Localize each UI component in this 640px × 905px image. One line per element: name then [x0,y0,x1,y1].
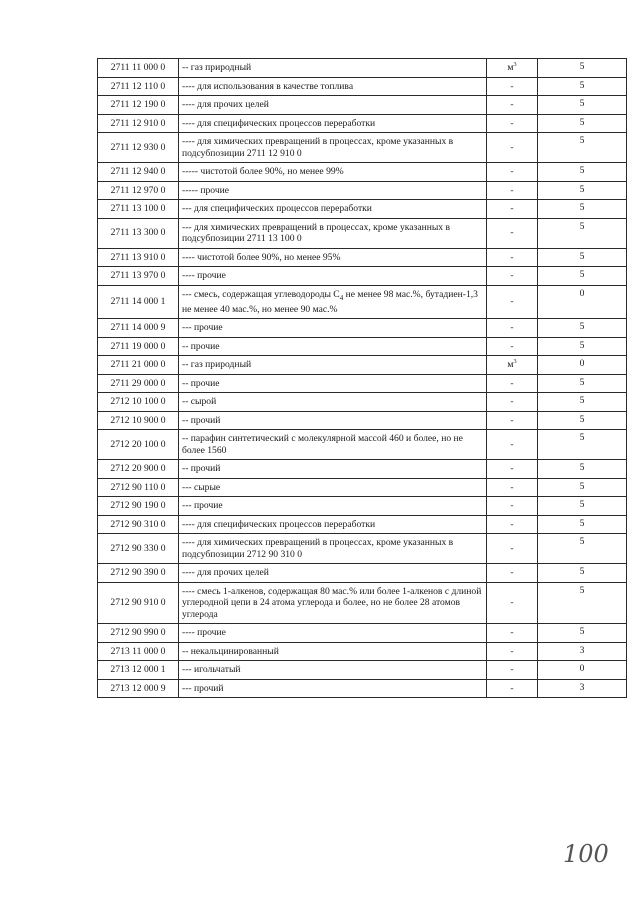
code-cell: 2711 12 930 0 [98,133,179,163]
description-cell: ---- для специфических процессов переработки [179,515,487,534]
rate-cell: 5 [538,267,627,286]
unit-cell: - [487,624,538,643]
code-cell: 2712 90 310 0 [98,515,179,534]
description-cell: ---- для прочих целей [179,96,487,115]
code-cell: 2711 13 910 0 [98,248,179,267]
code-cell: 2711 12 910 0 [98,114,179,133]
description-cell: ---- чистотой более 90%, но менее 95% [179,248,487,267]
unit-cell: - [487,77,538,96]
description-cell: ---- для химических превращений в процессах, кроме указанных в подсубпозиции 2711 12 910 0 [179,133,487,163]
unit-cell: - [487,661,538,680]
rate-cell: 5 [538,77,627,96]
rate-cell: 5 [538,248,627,267]
rate-cell: 5 [538,133,627,163]
rate-cell: 5 [538,163,627,182]
rate-cell: 0 [538,285,627,319]
code-cell: 2712 90 910 0 [98,582,179,624]
table-row [98,337,627,356]
rate-cell: 5 [538,582,627,624]
unit-cell: - [487,460,538,479]
table-row [98,218,627,248]
rate-cell: 5 [538,460,627,479]
code-cell: 2711 13 300 0 [98,218,179,248]
code-cell: 2711 19 000 0 [98,337,179,356]
code-cell: 2712 90 390 0 [98,564,179,583]
table-row [98,679,627,698]
table-row [98,564,627,583]
table-row [98,393,627,412]
description-cell: --- прочие [179,319,487,338]
description-cell: -- сырой [179,393,487,412]
unit-cell: - [487,534,538,564]
rate-cell: 0 [538,661,627,680]
unit-cell: - [487,114,538,133]
description-cell: ---- для прочих целей [179,564,487,583]
description-cell: --- для специфических процессов переработки [179,200,487,219]
unit-cell: - [487,642,538,661]
unit-cell: - [487,248,538,267]
rate-cell: 5 [538,534,627,564]
table-row [98,534,627,564]
rate-cell: 5 [538,374,627,393]
description-cell: -- парафин синтетический с молекулярной массой 460 и более, но не более 1560 [179,430,487,460]
code-cell: 2711 12 970 0 [98,181,179,200]
rate-cell: 5 [538,515,627,534]
table-row [98,661,627,680]
code-cell: 2712 90 110 0 [98,478,179,497]
table-row [98,133,627,163]
rate-cell: 0 [538,356,627,375]
unit-cell: $м^3$ [487,59,538,78]
rate-cell: 5 [538,218,627,248]
table-row [98,163,627,182]
unit-cell: - [487,181,538,200]
table-row [98,411,627,430]
code-cell: 2711 12 110 0 [98,77,179,96]
unit-cell: - [487,337,538,356]
unit-cell: - [487,374,538,393]
code-cell: 2713 12 000 9 [98,679,179,698]
description-cell: --- прочие [179,497,487,516]
description-cell: -- прочие [179,374,487,393]
unit-cell: - [487,679,538,698]
handwritten-page-number: 100 [563,840,609,868]
rate-cell: 5 [538,59,627,78]
table-row [98,96,627,115]
table-row [98,624,627,643]
rate-cell: 5 [538,337,627,356]
unit-cell: - [487,497,538,516]
unit-cell: - [487,267,538,286]
rate-cell: 5 [538,200,627,219]
table-row [98,374,627,393]
table-row [98,114,627,133]
table-row [98,181,627,200]
table-row [98,460,627,479]
unit-cell: - [487,285,538,319]
description-cell: --- смесь, содержащая углеводороды $С_4$ не менее 98 мас.%, бутадиен-1,3 не менее 40 мас.%, но менее 90 мас.% [179,285,487,319]
code-cell: 2711 13 100 0 [98,200,179,219]
unit-cell: - [487,319,538,338]
table-row [98,582,627,624]
description-cell: --- для химических превращений в процессах, кроме указанных в подсубпозиции 2711 13 100 0 [179,218,487,248]
description-cell: --- прочий [179,679,487,698]
unit-cell: - [487,96,538,115]
code-cell: 2712 90 990 0 [98,624,179,643]
rate-cell: 3 [538,679,627,698]
description-cell: ---- для использования в качестве топлива [179,77,487,96]
table-row [98,515,627,534]
description-cell: -- некальцинированный [179,642,487,661]
rate-cell: 5 [538,564,627,583]
code-cell: 2711 21 000 0 [98,356,179,375]
code-cell: 2712 90 330 0 [98,534,179,564]
code-cell: 2712 10 900 0 [98,411,179,430]
code-cell: 2713 11 000 0 [98,642,179,661]
tariff-table-body [98,59,627,698]
rate-cell: 5 [538,393,627,412]
code-cell: 2711 14 000 1 [98,285,179,319]
unit-cell: - [487,582,538,624]
table-row [98,267,627,286]
description-cell: -- прочий [179,460,487,479]
code-cell: 2711 12 940 0 [98,163,179,182]
description-cell: ---- для химических превращений в процессах, кроме указанных в подсубпозиции 2712 90 310 0 [179,534,487,564]
code-cell: 2713 12 000 1 [98,661,179,680]
rate-cell: 5 [538,624,627,643]
code-cell: 2712 90 190 0 [98,497,179,516]
description-cell: --- сырые [179,478,487,497]
unit-cell: - [487,564,538,583]
code-cell: 2712 20 900 0 [98,460,179,479]
unit-cell: - [487,218,538,248]
table-row [98,430,627,460]
description-cell: ----- чистотой более 90%, но менее 99% [179,163,487,182]
unit-cell: - [487,393,538,412]
description-cell: -- прочие [179,337,487,356]
table-row [98,248,627,267]
table-row [98,319,627,338]
description-cell: -- газ природный [179,356,487,375]
code-cell: 2712 10 100 0 [98,393,179,412]
rate-cell: 5 [538,319,627,338]
description-cell: ---- для специфических процессов переработки [179,114,487,133]
description-cell: -- газ природный [179,59,487,78]
code-cell: 2711 11 000 0 [98,59,179,78]
unit-cell: - [487,133,538,163]
description-cell: ----- прочие [179,181,487,200]
unit-cell: - [487,163,538,182]
code-cell: 2711 14 000 9 [98,319,179,338]
table-row [98,285,627,319]
rate-cell: 5 [538,430,627,460]
table-row [98,642,627,661]
rate-cell: 5 [538,497,627,516]
rate-cell: 5 [538,96,627,115]
rate-cell: 3 [538,642,627,661]
unit-cell: $м^3$ [487,356,538,375]
rate-cell: 5 [538,114,627,133]
table-row [98,200,627,219]
table-row [98,356,627,375]
table-row [98,77,627,96]
description-cell: ---- прочие [179,267,487,286]
unit-cell: - [487,411,538,430]
code-cell: 2711 12 190 0 [98,96,179,115]
rate-cell: 5 [538,478,627,497]
unit-cell: - [487,478,538,497]
code-cell: 2711 13 970 0 [98,267,179,286]
unit-cell: - [487,430,538,460]
description-cell: ---- прочие [179,624,487,643]
description-cell: --- игольчатый [179,661,487,680]
description-cell: -- прочий [179,411,487,430]
code-cell: 2712 20 100 0 [98,430,179,460]
rate-cell: 5 [538,181,627,200]
description-cell: ---- смесь 1-алкенов, содержащая 80 мас.% или более 1-алкенов с длиной углеродной цепи в 24 атома углерода и более, но не более 28 атомов углерода [179,582,487,624]
unit-cell: - [487,200,538,219]
table-row [98,59,627,78]
rate-cell: 5 [538,411,627,430]
table-row [98,478,627,497]
unit-cell: - [487,515,538,534]
code-cell: 2711 29 000 0 [98,374,179,393]
tariff-table [97,58,627,698]
table-row [98,497,627,516]
